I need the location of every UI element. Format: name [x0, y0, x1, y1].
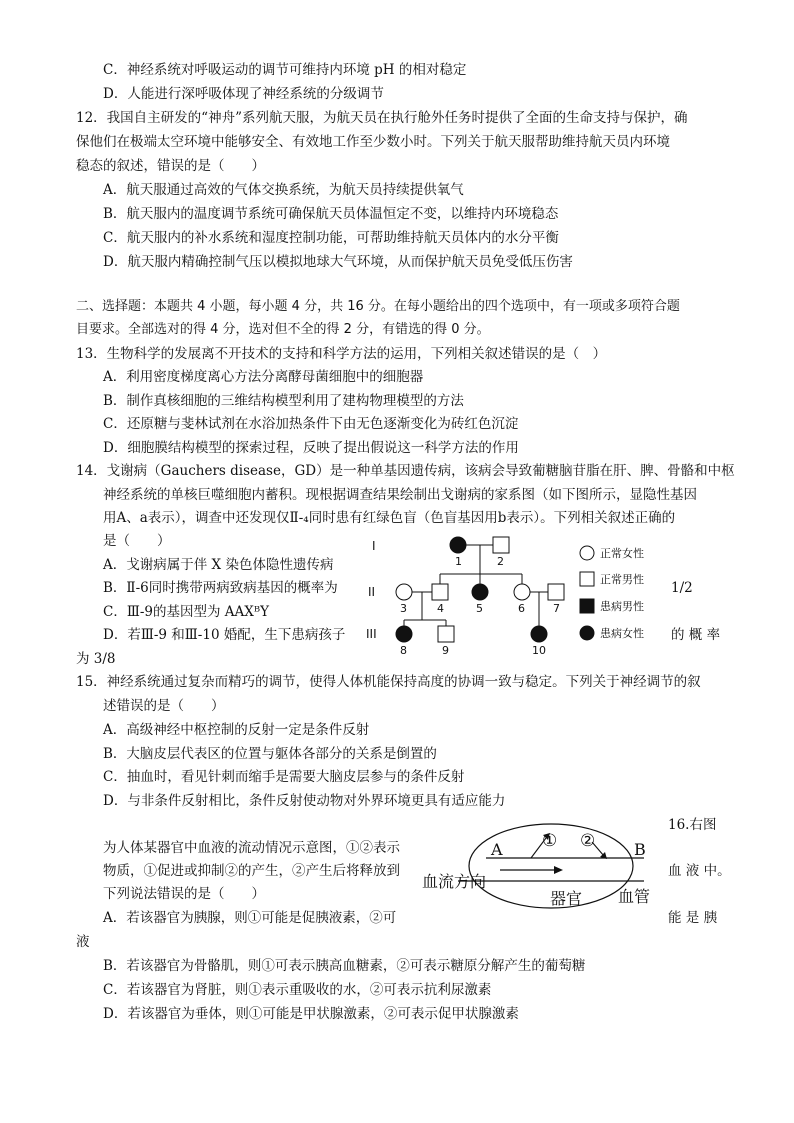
label-8: 8 [400, 644, 407, 657]
organ-label: 器官 [550, 889, 583, 908]
label-a: A [491, 840, 503, 859]
q13-option-b: B．制作真核细胞的三维结构模型利用了建构物理模型的方法 [103, 393, 464, 409]
vessel-label: 血管 [618, 887, 651, 906]
label-6: 6 [518, 602, 525, 615]
svg-text:正常男性: 正常男性 [600, 573, 644, 586]
q15-option-c: C．抽血时，看见针刺而缩手是需要大脑皮层参与的条件反射 [103, 769, 465, 785]
svg-text:患病女性: 患病女性 [600, 627, 644, 640]
legend-normal-female [580, 546, 644, 560]
q16-option-a-tail: 能 是 胰 [668, 910, 718, 926]
q16-number: 16.右图 [668, 817, 717, 833]
q11-option-c: C．神经系统对呼吸运动的调节可维持内环境 pH 的相对稳定 [103, 62, 467, 78]
q16-option-c: C．若该器官为肾脏，则①表示重吸收的水，②可表示抗利尿激素 [103, 982, 492, 998]
label-10: 10 [532, 644, 546, 657]
individual-8 [396, 626, 412, 642]
q12-stem-line1: 12．我国自主研发的“神舟”系列航天服，为航天员在执行舱外任务时提供了全面的生命支持与保护，确 [76, 110, 688, 126]
q12-option-d: D．航天服内精确控制气压以模拟地球大气环境，从而保护航天员免受低压伤害 [103, 254, 573, 270]
q14-stem-line2: 神经系统的单核巨噬细胞内蓄积。现根据调查结果绘制出戈谢病的家系图（如下图所示，显隐性基因 [103, 487, 697, 503]
individual-3 [396, 584, 412, 600]
q12-stem-line3: 稳态的叙述，错误的是（ ） [76, 158, 265, 174]
label-1: 1 [455, 555, 462, 568]
label-2: ② [580, 831, 596, 851]
section2-instructions-line1: 二、选择题：本题共 4 小题，每小题 4 分，共 16 分。在每小题给出的四个选项中，有一项或多项符合题 [76, 299, 680, 314]
individual-1 [450, 537, 466, 553]
q14-option-b-tail: 1/2 [671, 580, 693, 596]
label-9: 9 [442, 644, 449, 657]
q16-stem-line3: 下列说法错误的是（ ） [103, 886, 265, 902]
individual-7 [548, 584, 564, 600]
q12-option-b: B．航天服内的温度调节系统可确保航天员体温恒定不变，以维持内环境稳态 [103, 206, 559, 222]
individual-4 [432, 584, 448, 600]
q13-option-c: C．还原糖与斐林试剂在水浴加热条件下由无色逐渐变化为砖红色沉淀 [103, 416, 519, 432]
label-7: 7 [553, 602, 560, 615]
label-3: 3 [400, 602, 407, 615]
q16-option-a-wrap: 液 [76, 934, 90, 950]
legend-affected-male [580, 599, 644, 613]
individual-9 [438, 626, 454, 642]
label-4: 4 [437, 602, 444, 615]
q14-option-d-tail: 的 概 率 [671, 627, 721, 643]
q14-stem-line4: 是（ ） [103, 533, 171, 549]
individual-6 [514, 584, 530, 600]
q14-stem-line1: 14．戈谢病（Gauchers disease，GD）是一种单基因遗传病，该病会导致葡糖脑苷脂在肝、脾、骨骼和中枢 [76, 463, 735, 479]
q16-option-b: B．若该器官为骨骼肌，则①可表示胰高血糖素，②可表示糖原分解产生的葡萄糖 [103, 958, 586, 974]
q14-option-a: A．戈谢病属于伴 X 染色体隐性遗传病 [103, 557, 334, 573]
blood-flow-diagram [418, 820, 666, 912]
label-5: 5 [476, 602, 483, 615]
gen-label-2: II [368, 585, 376, 599]
individual-2 [493, 537, 509, 553]
q13-stem: 13．生物科学的发展离不开技术的支持和科学方法的运用，下列相关叙述错误的是（ ） [76, 346, 607, 362]
q12-option-c: C．航天服内的补水系统和湿度控制功能，可帮助维持航天员体内的水分平衡 [103, 230, 559, 246]
q11-option-d: D．人能进行深呼吸体现了神经系统的分级调节 [103, 86, 384, 102]
legend-affected-female [580, 626, 644, 640]
q15-option-b: B．大脑皮层代表区的位置与躯体各部分的关系是倒置的 [103, 746, 437, 762]
individual-10 [531, 626, 547, 642]
section2-instructions-line2: 目要求。全部选对的得 4 分，选对但不全的得 2 分，有错选的得 0 分。 [76, 322, 490, 337]
q15-option-d: D．与非条件反射相比，条件反射使动物对外界环境更具有适应能力 [103, 793, 506, 809]
q14-option-d-wrap: 为 3/8 [76, 651, 116, 667]
q15-stem-line2: 述错误的是（ ） [103, 698, 225, 714]
q15-option-a: A．高级神经中枢控制的反射一定是条件反射 [103, 722, 370, 738]
q14-option-c: C．Ⅲ-9的基因型为 AAXᴮY [103, 604, 270, 620]
label-2: 2 [497, 555, 504, 568]
q13-option-a: A．利用密度梯度离心方法分离酵母菌细胞中的细胞器 [103, 369, 424, 385]
q16-option-a: A．若该器官为胰腺，则①可能是促胰液素，②可 [103, 910, 397, 926]
q16-stem-line1: 为人体某器官中血液的流动情况示意图，①②表示 [103, 840, 400, 856]
q16-option-d: D．若该器官为垂体，则①可能是甲状腺激素，②可表示促甲状腺激素 [103, 1006, 519, 1022]
gen-label-1: I [372, 539, 376, 553]
label-b: B [634, 840, 646, 859]
q14-option-b: B．Ⅱ-6同时携带两病致病基因的概率为 [103, 580, 338, 596]
q12-option-a: A．航天服通过高效的气体交换系统，为航天员持续提供氧气 [103, 182, 464, 198]
q14-option-d: D．若Ⅲ-9 和Ⅲ-10 婚配，生下患病孩子 [103, 627, 346, 643]
legend-normal-male [580, 572, 644, 586]
q16-stem-line2-tail: 血 液 中。 [668, 863, 731, 879]
q14-stem-line3: 用A、a表示），调查中还发现仅Ⅱ-₄同时患有红绿色盲（色盲基因用b表示）。下列相关叙述正确的 [103, 510, 676, 526]
q16-stem-line2: 物质，①促进或抑制②的产生，②产生后将释放到 [103, 863, 400, 879]
svg-text:正常女性: 正常女性 [600, 547, 644, 560]
pedigree-chart [360, 528, 665, 662]
svg-text:患病男性: 患病男性 [600, 600, 644, 613]
individual-5 [472, 584, 488, 600]
flow-label: 血流方向 [422, 872, 487, 891]
gen-label-3: III [366, 627, 377, 641]
label-1: ① [542, 831, 558, 851]
q15-stem-line1: 15．神经系统通过复杂而精巧的调节，使得人体机能保持高度的协调一致与稳定。下列关于神经调节的叙 [76, 674, 701, 690]
q13-option-d: D．细胞膜结构模型的探索过程，反映了提出假说这一科学方法的作用 [103, 440, 519, 456]
q12-stem-line2: 保他们在极端太空环境中能够安全、有效地工作至少数小时。下列关于航天服帮助维持航天员内环境 [76, 134, 670, 150]
